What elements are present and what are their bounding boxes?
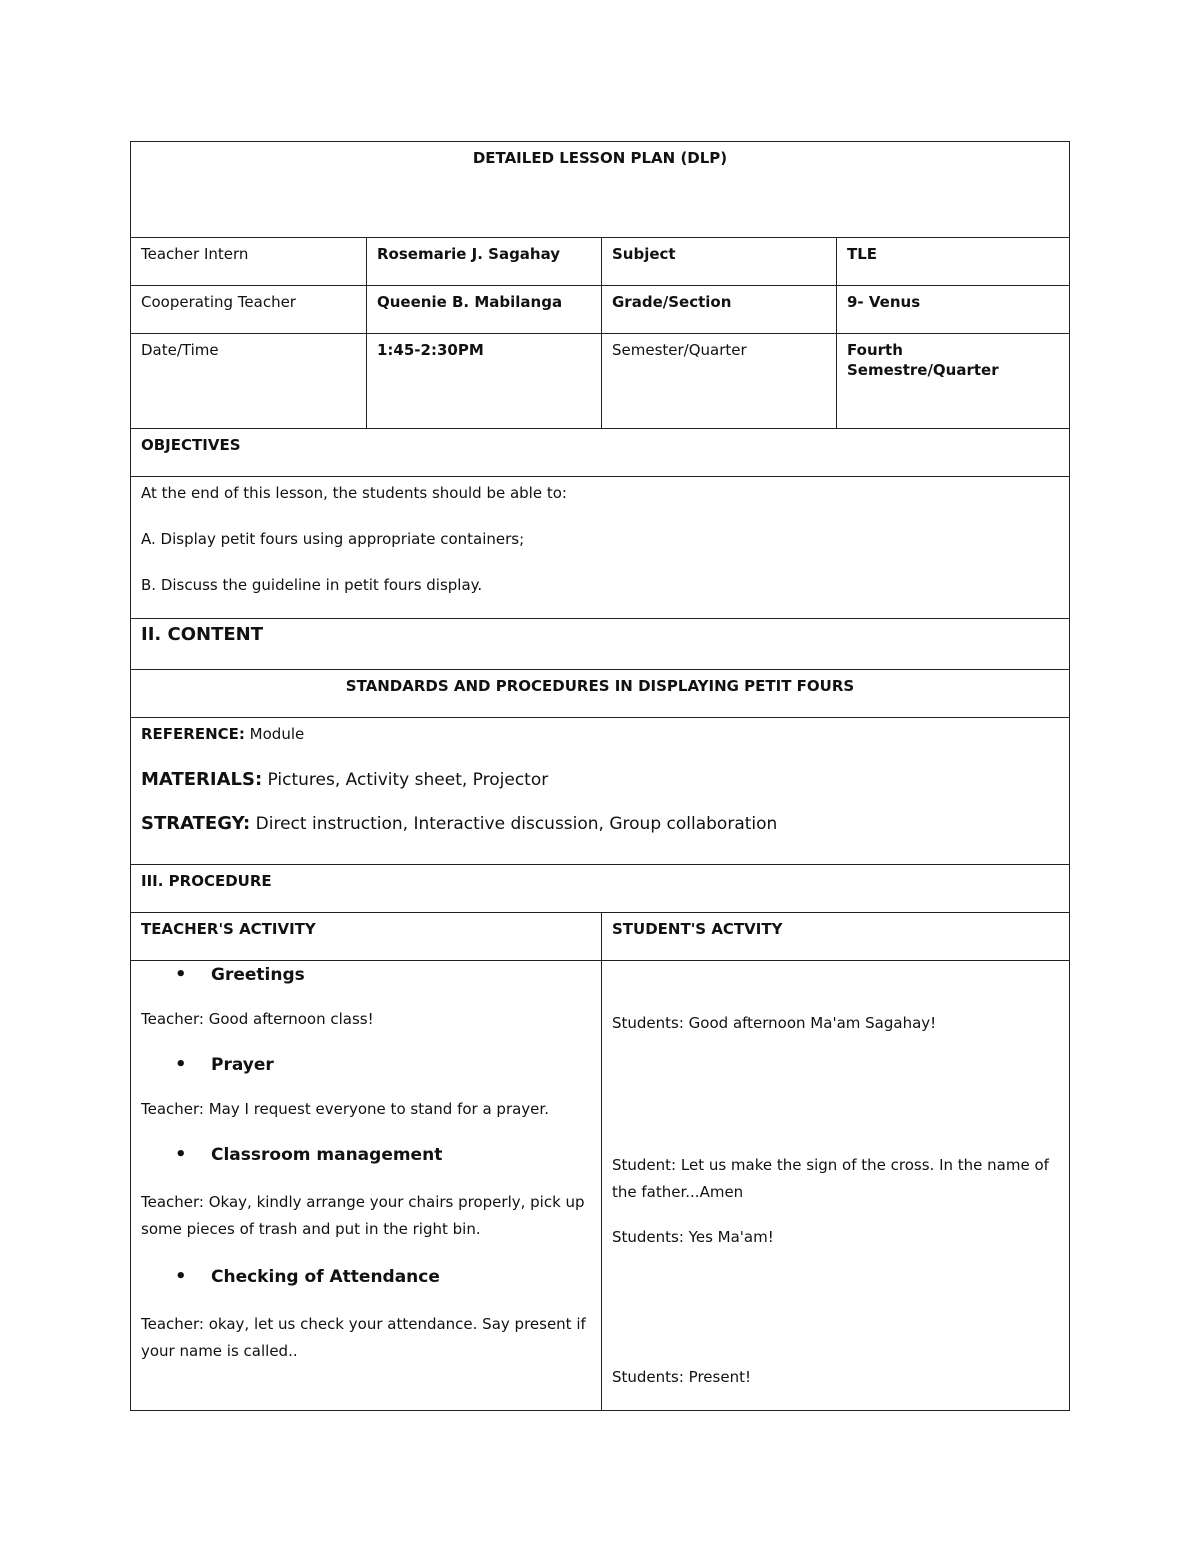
label-teacher-intern: Teacher Intern xyxy=(141,245,249,263)
greetings-teacher-line: Teacher: Good afternoon class! xyxy=(141,1010,374,1028)
student-activity-column xyxy=(601,961,1069,1410)
classroom-student-line: Students: Yes Ma'am! xyxy=(612,1228,774,1246)
procedure-heading-row xyxy=(131,864,1069,912)
prayer-teacher-line: Teacher: May I request everyone to stand for a prayer. xyxy=(141,1100,549,1118)
label-date-time: Date/Time xyxy=(141,341,219,359)
strategy-line xyxy=(141,814,1059,834)
objectives-heading-row xyxy=(131,428,1069,476)
reference-value: Module xyxy=(244,725,305,743)
activity-header-row xyxy=(131,912,1069,960)
lesson-plan-table xyxy=(130,141,1070,1411)
value-teacher-intern: Rosemarie J. Sagahay xyxy=(366,238,601,285)
value-date-time: 1:45-2:30PM xyxy=(366,334,601,428)
prayer-student-line: Student: Let us make the sign of the cross. In the name of the father...Amen xyxy=(612,1156,1049,1201)
label-semester-quarter: Semester/Quarter xyxy=(601,334,836,428)
materials-line xyxy=(141,770,1059,790)
label-subject: Subject xyxy=(601,238,836,285)
teacher-activity-column xyxy=(131,961,601,1410)
classroom-teacher-line: Teacher: Okay, kindly arrange your chairs properly, pick up some pieces of trash and put in the right bin. xyxy=(141,1193,585,1238)
attendance-heading: • Checking of Attendance xyxy=(141,1267,591,1287)
info-row-teacher xyxy=(131,237,1069,285)
prayer-heading: • Prayer xyxy=(141,1055,591,1075)
label-cooperating-teacher: Cooperating Teacher xyxy=(141,293,296,311)
student-activity-header: STUDENT'S ACTVITY xyxy=(601,913,1069,960)
reference-label: REFERENCE: xyxy=(141,725,245,743)
resources-body xyxy=(131,718,1069,864)
title-row xyxy=(131,142,1069,237)
value-grade-section: 9- Venus xyxy=(836,286,1069,333)
objectives-heading: OBJECTIVES xyxy=(141,436,241,454)
objective-a: A. Display petit fours using appropriate containers; xyxy=(141,530,525,548)
materials-label: MATERIALS: xyxy=(141,769,263,790)
resources-row xyxy=(131,717,1069,864)
objectives-intro: At the end of this lesson, the students should be able to: xyxy=(141,484,567,502)
topic-row xyxy=(131,669,1069,717)
strategy-value: Direct instruction, Interactive discussion, Group collaboration xyxy=(250,814,778,834)
strategy-label: STRATEGY: xyxy=(141,813,251,834)
content-heading: II. CONTENT xyxy=(141,624,263,645)
greetings-student-line: Students: Good afternoon Ma'am Sagahay! xyxy=(612,1014,937,1032)
objectives-body xyxy=(131,477,1069,618)
info-row-cooperating xyxy=(131,285,1069,333)
materials-value: Pictures, Activity sheet, Projector xyxy=(262,770,549,790)
content-heading-row xyxy=(131,618,1069,669)
info-row-date xyxy=(131,333,1069,428)
value-cooperating-teacher: Queenie B. Mabilanga xyxy=(366,286,601,333)
reference-line xyxy=(141,724,1059,744)
page-title: DETAILED LESSON PLAN (DLP) xyxy=(472,149,728,167)
objectives-body-row xyxy=(131,476,1069,618)
label-grade-section: Grade/Section xyxy=(601,286,836,333)
procedure-heading: III. PROCEDURE xyxy=(141,872,272,890)
value-semester-quarter: Fourth Semestre/Quarter xyxy=(836,334,1069,428)
activity-body-row xyxy=(131,960,1069,1410)
classroom-management-heading: • Classroom management xyxy=(141,1145,591,1165)
value-subject: TLE xyxy=(836,238,1069,285)
teacher-activity-header: TEACHER'S ACTIVITY xyxy=(141,920,316,938)
attendance-student-line: Students: Present! xyxy=(612,1368,751,1386)
objective-b: B. Discuss the guideline in petit fours display. xyxy=(141,576,483,594)
attendance-teacher-line: Teacher: okay, let us check your attendance. Say present if your name is called.. xyxy=(141,1315,586,1360)
topic-title: STANDARDS AND PROCEDURES IN DISPLAYING PETIT FOURS xyxy=(345,677,855,695)
greetings-heading: • Greetings xyxy=(141,965,591,985)
